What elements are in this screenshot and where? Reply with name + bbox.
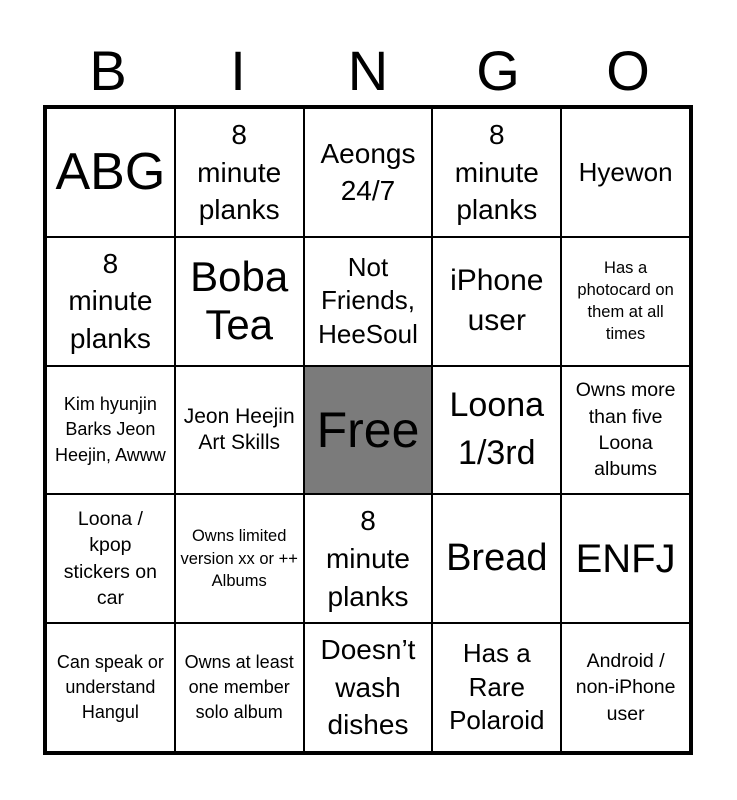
cell-label: Doesn’t wash dishes xyxy=(320,633,416,741)
cell-label: Loona 1/3rd xyxy=(449,386,545,472)
bingo-cell-r4c2[interactable] xyxy=(175,494,304,623)
bingo-cell-r3c1[interactable] xyxy=(46,366,175,495)
bingo-cell-r5c2[interactable] xyxy=(175,623,304,752)
bingo-cell-r5c4[interactable] xyxy=(432,623,561,752)
header-letter-o: O xyxy=(606,39,650,102)
cell-label: Has a photocard on them at all times xyxy=(577,258,674,344)
cell-label: Owns at least one member solo album xyxy=(184,651,294,723)
cell-label: Loona / kpop stickers on car xyxy=(63,508,157,610)
cell-label: Free xyxy=(316,401,420,458)
cell-label: Bread xyxy=(446,536,548,579)
bingo-cell-r3c4[interactable] xyxy=(432,366,561,495)
cell-label: 8 minute planks xyxy=(325,505,410,612)
bingo-cell-r1c3[interactable] xyxy=(304,108,433,237)
cell-label: Can speak or understand Hangul xyxy=(56,651,164,723)
header-letter-g: G xyxy=(476,39,520,102)
bingo-cell-r1c1[interactable] xyxy=(46,108,175,237)
cell-label: 8 minute planks xyxy=(454,118,539,226)
header-letter-b: B xyxy=(89,39,127,102)
cell-label: 8 minute planks xyxy=(68,247,153,355)
bingo-cell-r1c2[interactable] xyxy=(175,108,304,237)
cell-label: Jeon Heejin Art Skills xyxy=(183,404,295,454)
bingo-cell-r1c5[interactable] xyxy=(561,108,690,237)
cell-label: ABG xyxy=(55,143,166,202)
cell-label: ENFJ xyxy=(575,536,676,581)
cell-label: Has a Rare Polaroid xyxy=(449,637,545,736)
bingo-cell-r5c1[interactable] xyxy=(46,623,175,752)
cell-label: 8 minute planks xyxy=(197,118,282,226)
cell-label: Hyewon xyxy=(578,156,673,187)
cell-label: Aeongs 24/7 xyxy=(320,137,416,207)
bingo-cell-r2c2[interactable] xyxy=(175,237,304,366)
cell-label: Not Friends, HeeSoul xyxy=(318,251,418,350)
bingo-cell-r4c5[interactable] xyxy=(561,494,690,623)
bingo-cell-r5c3[interactable] xyxy=(304,623,433,752)
bingo-cell-r2c4[interactable] xyxy=(432,237,561,366)
cell-label: Kim hyunjin Barks Jeon Heejin, Awww xyxy=(55,394,166,465)
cell-label: Owns more than five Loona albums xyxy=(575,379,676,481)
bingo-cell-free[interactable] xyxy=(304,366,433,495)
cell-label: Boba Tea xyxy=(190,252,289,349)
bingo-cell-r4c3[interactable] xyxy=(304,494,433,623)
cell-label: Owns limited version xx or ++ Albums xyxy=(180,527,298,590)
bingo-cell-r3c2[interactable] xyxy=(175,366,304,495)
bingo-cell-r5c5[interactable] xyxy=(561,623,690,752)
header-letter-n: N xyxy=(347,39,389,102)
bingo-grid xyxy=(43,105,693,755)
bingo-cell-r2c3[interactable] xyxy=(304,237,433,366)
bingo-cell-r4c1[interactable] xyxy=(46,494,175,623)
bingo-header xyxy=(43,38,693,104)
cell-label: iPhone user xyxy=(450,263,544,338)
bingo-cell-r4c4[interactable] xyxy=(432,494,561,623)
cell-label: Android / non-iPhone user xyxy=(575,650,676,725)
bingo-cell-r3c5[interactable] xyxy=(561,366,690,495)
header-letter-i: I xyxy=(230,39,246,102)
bingo-cell-r1c4[interactable] xyxy=(432,108,561,237)
bingo-cell-r2c1[interactable] xyxy=(46,237,175,366)
bingo-cell-r2c5[interactable] xyxy=(561,237,690,366)
